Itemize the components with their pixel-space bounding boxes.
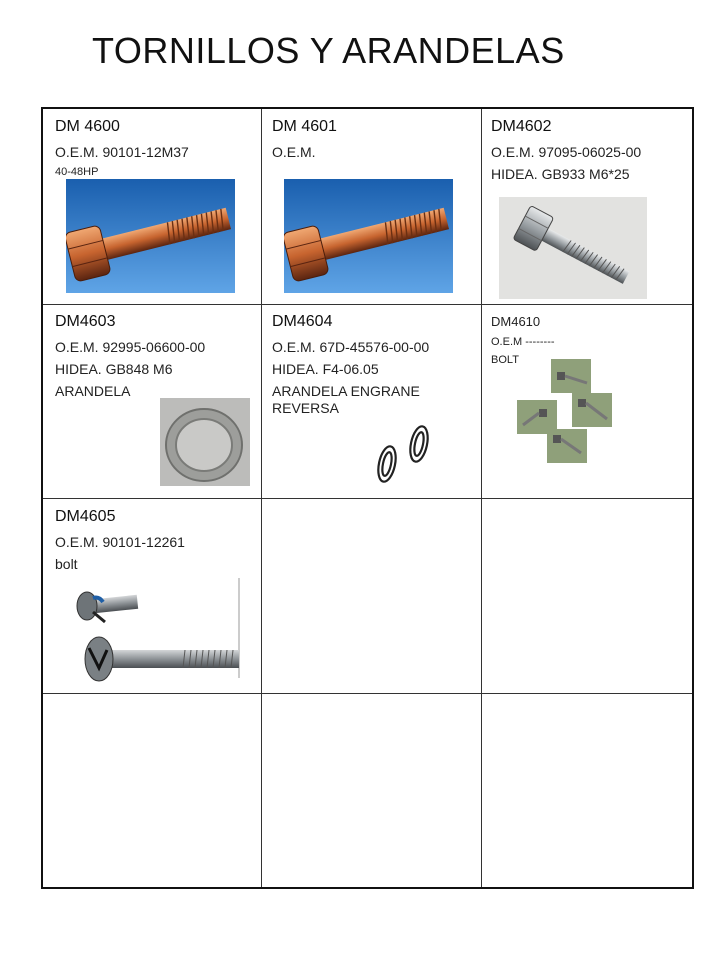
part-code: DM 4600 <box>55 118 120 135</box>
page-title: TORNILLOS Y ARANDELAS <box>92 30 565 71</box>
oem-number: O.E.M. 97095-06025-00 <box>491 144 642 160</box>
part-cell-dm4605 <box>43 498 261 693</box>
part-code: DM4605 <box>55 508 116 525</box>
hidea-number: HIDEA. F4-06.05 <box>272 361 379 377</box>
oem-number: O.E.M. <box>272 144 316 160</box>
hidea-number: HIDEA. GB848 M6 <box>55 361 173 377</box>
part-description: ARANDELA ENGRANE <box>272 383 420 399</box>
oem-number: O.E.M. 92995-06600-00 <box>55 339 206 355</box>
steel-hex-bolt-photo <box>499 197 647 299</box>
part-description: bolt <box>55 556 78 572</box>
part-code: DM4603 <box>55 313 116 330</box>
part-cell-dm4600 <box>43 109 261 304</box>
oem-number: O.E.M. 67D-45576-00-00 <box>272 339 430 355</box>
part-code: DM4610 <box>491 314 541 329</box>
part-cell-dm4601 <box>261 109 481 304</box>
part-code: DM 4601 <box>272 118 337 135</box>
oem-number: O.E.M. 90101-12261 <box>55 534 185 550</box>
part-cell-dm4602 <box>481 109 694 304</box>
part-description: ARANDELA <box>55 383 131 399</box>
part-note: 40-48HP <box>55 166 99 178</box>
part-description: BOLT <box>491 354 519 366</box>
flat-washer-photo <box>160 398 250 486</box>
empty-cell <box>261 693 481 889</box>
empty-cell <box>481 498 694 693</box>
parts-table <box>41 107 694 889</box>
small-bolts-photo <box>517 359 617 463</box>
copper-bolt-photo <box>284 179 453 293</box>
oem-number: O.E.M. 90101-12M37 <box>55 144 189 160</box>
part-cell-dm4604 <box>261 304 481 498</box>
spring-washers-drawing <box>369 420 441 490</box>
empty-cell <box>43 693 261 889</box>
part-code: DM4602 <box>491 118 552 135</box>
oem-number: O.E.M -------- <box>491 336 555 348</box>
flange-bolt-photo <box>65 578 241 682</box>
part-cell-dm4603 <box>43 304 261 498</box>
part-code: DM4604 <box>272 313 333 330</box>
copper-bolt-photo <box>66 179 235 293</box>
part-cell-dm4610 <box>481 304 694 498</box>
hidea-number: HIDEA. GB933 M6*25 <box>491 166 630 182</box>
empty-cell <box>261 498 481 693</box>
empty-cell <box>481 693 694 889</box>
part-description-cont: REVERSA <box>272 400 339 416</box>
